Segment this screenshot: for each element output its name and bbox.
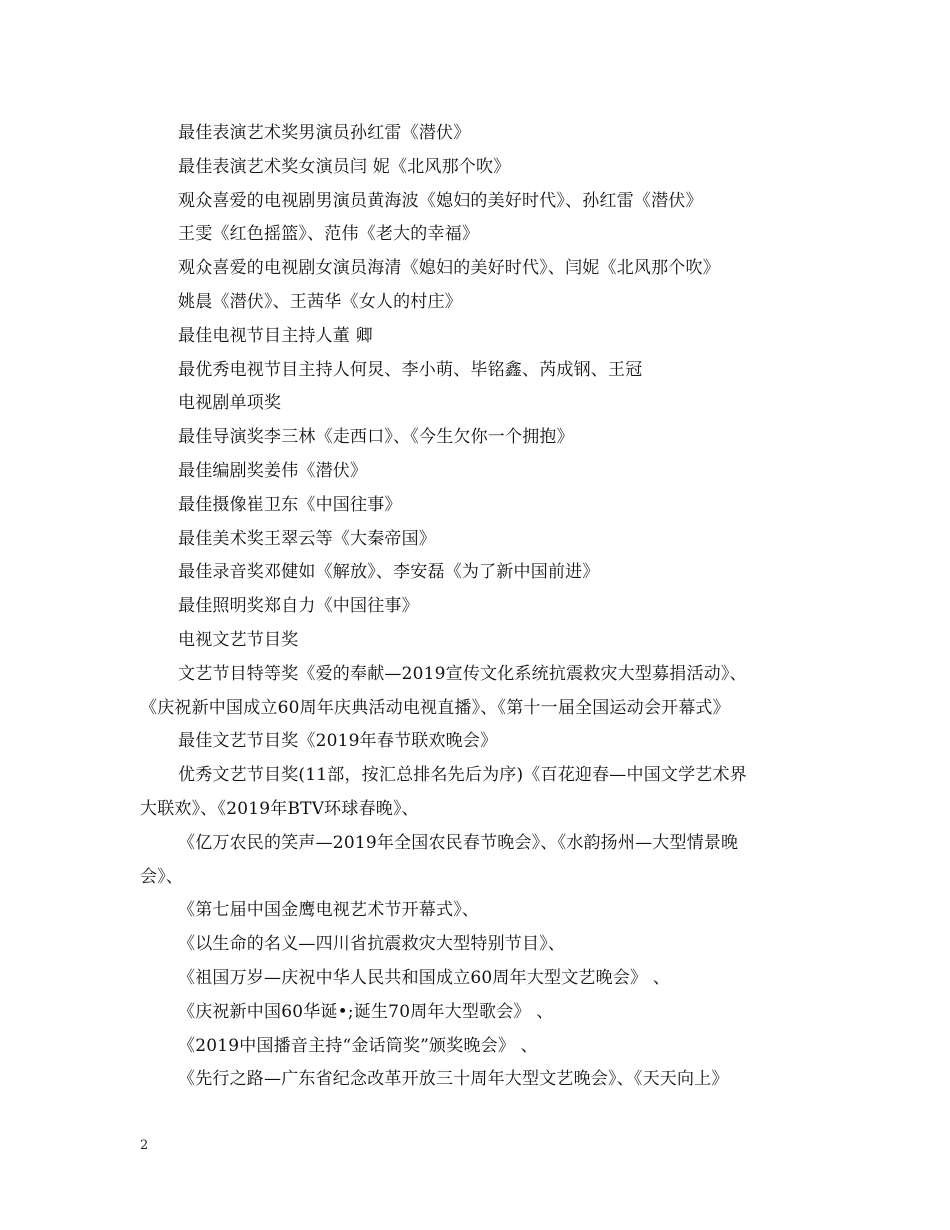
text-line: 观众喜爱的电视剧女演员海清《媳妇的美好时代》、闫妮《北风那个吹》 [178, 258, 720, 279]
text-line: 最优秀电视节目主持人何炅、李小萌、毕铭鑫、芮成钢、王冠 [178, 359, 643, 380]
text-line: 《第七届中国金鹰电视艺术节开幕式》、 [178, 900, 480, 921]
text-line: 《以生命的名义—四川省抗震救灾大型特别节目》、 [178, 934, 566, 955]
text-line: 最佳表演艺术奖女演员闫 妮《北风那个吹》 [178, 156, 511, 177]
text-line: 大联欢》、《2019年BTV环球春晚》、 [140, 798, 419, 819]
text-line: 最佳文艺节目奖《2019年春节联欢晚会》 [178, 731, 498, 752]
page-number: 2 [140, 1138, 149, 1153]
document-body [140, 117, 830, 1097]
text-line: 优秀文艺节目奖(11部，按汇总排名先后为序)《百花迎春—中国文学艺术界 [178, 765, 747, 786]
text-line: 电视剧单项奖 [178, 393, 282, 414]
text-line: 观众喜爱的电视剧男演员黄海波《媳妇的美好时代》、孙红雷《潜伏》 [178, 190, 703, 211]
text-line: 最佳美术奖王翠云等《大秦帝国》 [178, 528, 436, 549]
text-line: 最佳表演艺术奖男演员孙红雷《潜伏》 [178, 123, 471, 143]
text-line: 最佳录音奖邓健如《解放》、李安磊《为了新中国前进》 [178, 562, 600, 583]
text-line: 王雯《红色摇篮》、范伟《老大的幸福》 [178, 224, 480, 245]
text-line: 姚晨《潜伏》、王茜华《女人的村庄》 [178, 291, 462, 312]
text-line: 《2019中国播音主持“金话筒奖”颁奖晚会》 、 [178, 1035, 538, 1056]
text-line: 《庆祝新中国60华诞•;诞生70周年大型歌会》 、 [178, 1001, 554, 1022]
text-line: 最佳电视节目主持人董 卿 [178, 325, 373, 346]
text-line: 会》、 [140, 866, 184, 887]
text-line: 《祖国万岁—庆祝中华人民共和国成立60周年大型文艺晚会》 、 [178, 967, 671, 988]
text-line: 电视文艺节目奖 [178, 629, 299, 650]
text-line: 最佳导演奖李三林《走西口》、《今生欠你一个拥抱》 [178, 427, 574, 448]
text-line: 最佳照明奖郑自力《中国往事》 [178, 596, 419, 617]
text-line: 《亿万农民的笑声—2019年全国农民春节晚会》、《水韵扬州—大型情景晚 [178, 832, 739, 853]
text-line: 文艺节目特等奖《爱的奉献—2019宣传文化系统抗震救灾大型募捐活动》、 [178, 663, 747, 684]
text-line: 最佳编剧奖姜伟《潜伏》 [178, 460, 368, 481]
text-line: 最佳摄像崔卫东《中国往事》 [178, 494, 402, 515]
text-line: 《庆祝新中国成立60周年庆典活动电视直播》、《第十一届全国运动会开幕式》 [140, 697, 730, 718]
text-line: 《先行之路—广东省纪念改革开放三十周年大型文艺晚会》、《天天向上》 [178, 1069, 729, 1090]
